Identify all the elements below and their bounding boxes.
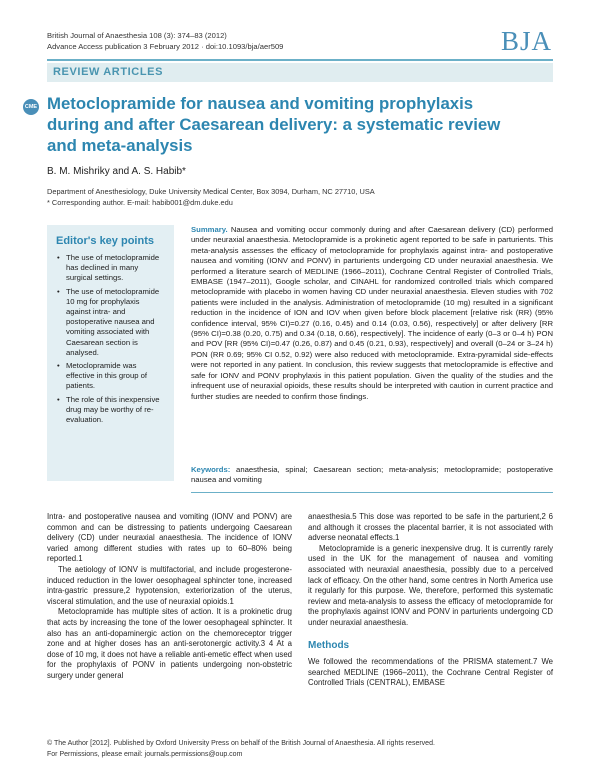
affiliation-block (47, 186, 375, 208)
journal-logo: BJA (500, 26, 552, 56)
paragraph: Intra- and postoperative nausea and vomiting (IONV and PONV) are common and can be distressing to patients undergoing Caesarean delivery (CD) under neuraxial anaesthesia. The incidence of IONV varied among different studies with rates up to 60–80% being reported.1 (47, 512, 292, 564)
access-line: Advance Access publication 3 February 2012 · doi:10.1093/bja/aer509 (47, 42, 284, 51)
keywords-label: Keywords: (191, 465, 231, 474)
summary-text: Nausea and vomiting occur commonly during and after Caesarean delivery (CD) performed under neuraxial anaesthesia. Metoclopramide is a prokinetic agent reported to be safe in parturients. This meta-analysis assesses the efficacy of metoclopramide for prophylaxis against intra- and postoperative nausea and vomiting (IONV and PONV) in parturients undergoing CD under neuraxial anaesthesia. We performed a literature search of MEDLINE (1966–2011), Cochrane Central Register of Controlled Trials, EMBASE (1947–2011), Google scholar, and CINAHL for randomized controlled trials which compared metoclopramide with placebo in women having CD under neuraxial anaesthesia. Eleven studies with 702 patients were included in the analysis. Administration of metoclopramide (10 mg) resulted in a significant reduction in the incidence of ION and IOV when given before block placement [relative risk (RR) (95% confidence interval, 95% CI)=0.27 (0.16, 0.45) and 0.14 (0.03, 0.56), respectively] or after delivery [RR (95% CI)=0.38 (0.20, 0.75) and 0.34 (0.18, 0.66), respectively]. The incidence of early (0–3 or 0–4 h) PON and POV [RR (95% CI)=0.47 (0.26, 0.87) and 0.45 (0.21, 0.93), respectively] and overall (0–24 or 3–24 h) PON (RR 0.69; 95% CI 0.52, 0.92) were also reduced with metoclopramide. Extra-pyramidal side-effects were not reported in any patient. In conclusion, this review suggests that metoclopramide is effective and safe for IONV and PONV prophylaxis in this patient population. Given the quality of the studies and the infrequent use of neuraxial opioids, these results should be interpreted with caution in current practice and further studies are needed to confirm those findings. (191, 225, 553, 401)
authors: B. M. Mishriky and A. S. Habib* (47, 166, 186, 177)
key-point: • Metoclopramide was effective in this group of patients. (66, 361, 166, 392)
body-column-left (47, 512, 292, 682)
article-title: Metoclopramide for nausea and vomiting prophylaxis during and after Caesarean delivery: a systematic review and meta-analysis (47, 94, 501, 155)
key-point: • The use of metoclopramide 10 mg for prophylaxis against intra- and postoperative nausea and vomiting associated with Caesarean section is analysed. (66, 287, 166, 358)
correspondence: * Corresponding author. E-mail: habib001@dm.duke.edu (47, 198, 233, 207)
journal-header (47, 30, 283, 52)
section-label: REVIEW ARTICLES (47, 63, 553, 82)
paragraph: anaesthesia.5 This dose was reported to be safe in the parturient,2 6 and although it crosses the placental barrier, it is not associated with adverse neonatal effects.1 (308, 512, 553, 543)
abstract-rule (191, 492, 553, 493)
keywords-text: anaesthesia, spinal; Caesarean section; meta-analysis; metoclopramide; postoperative nausea and vomiting (191, 465, 553, 485)
page-footer (47, 738, 435, 760)
permissions: For Permissions, please email: journals.permissions@oup.com (47, 751, 243, 758)
paragraph: Metoclopramide is a generic inexpensive drug. It is currently rarely used in the UK for the management of nausea and vomiting associated with neuraxial anaesthesia, possibly due to a perceived lack of efficacy. On the other hand, some centres in North America use it regularly for this purpose. We, therefore, performed this systematic review and meta-analysis to assess the efficacy of metoclopramide for the prophylaxis against IONV and PONV in parturients undergoing CD under neuraxial anaesthesia. (308, 543, 553, 627)
keywords (191, 465, 553, 486)
body-column-right (308, 512, 553, 689)
paragraph: Metoclopramide has multiple sites of action. It is a prokinetic drug that acts by increasing the tone of the lower oesophageal sphincter. It also has an anti-dopaminergic action on the chemoreceptor trigger zone and at higher doses has an anti-serotonergic activity.3 4 At a dose of 10 mg, it does not have a reliable anti-emetic effect when used for the prophylaxis of PONV in patients undergoing non-obstetric surgery under general (47, 607, 292, 680)
key-point: • The use of metoclopramide has declined in many surgical settings. (66, 253, 166, 284)
key-point: • The role of this inexpensive drug may be worthy of re-evaluation. (66, 395, 166, 426)
copyright: © The Author [2012]. Published by Oxford University Press on behalf of the British Journal of Anaesthesia. All rights reserved. (47, 740, 435, 747)
cme-badge-icon: CME (23, 99, 39, 115)
editor-key-points-box (47, 225, 174, 481)
header-rule (47, 59, 553, 61)
editor-box-heading: Editor's key points (56, 235, 154, 247)
affiliation: Department of Anesthesiology, Duke University Medical Center, Box 3094, Durham, NC 27710, USA (47, 187, 375, 196)
paragraph: We followed the recommendations of the PRISMA statement.7 We searched MEDLINE (1966–2011), the Cochrane Central Register of Controlled Trials (CENTRAL), EMBASE (308, 657, 553, 688)
journal-citation: British Journal of Anaesthesia 108 (3): 374–83 (2012) (47, 31, 227, 40)
methods-heading: Methods (308, 639, 350, 651)
key-points-list (56, 253, 166, 425)
summary-label: Summary. (191, 225, 228, 234)
abstract-summary (191, 225, 553, 402)
paragraph: The aetiology of IONV is multifactorial, and include progesterone-induced reduction in the lower oesophageal sphincter tone, increased intra-gastric pressure,2 hypotension, exteriorization of the uterus, visceral stimulation, and the use of neuraxial opioids.1 (47, 564, 292, 606)
